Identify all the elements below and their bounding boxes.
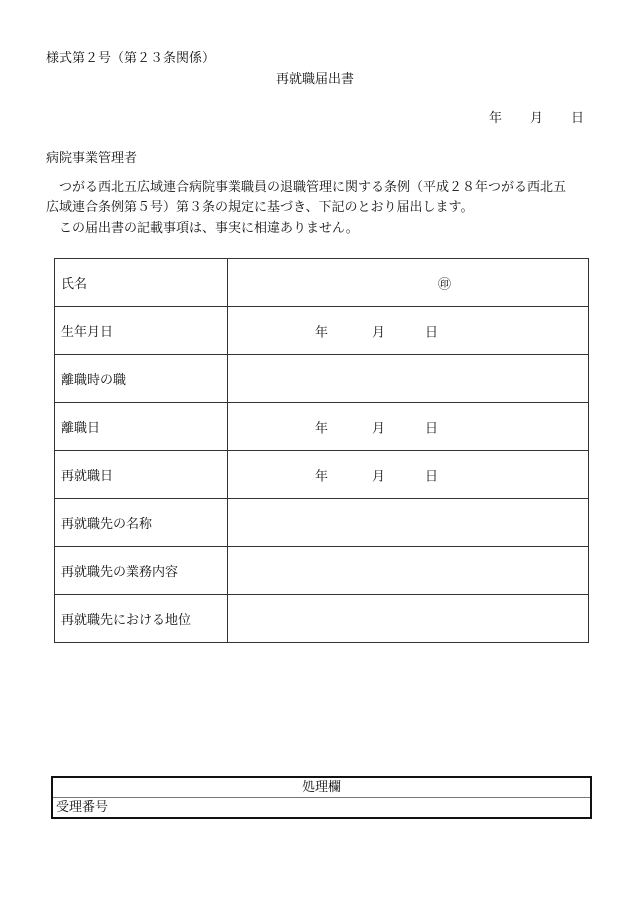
field-label-employer-name: 再就職先の名称 [55, 499, 228, 547]
field-label-position-at-retirement: 離職時の職 [55, 355, 228, 403]
reemployment-form-table [54, 258, 589, 643]
year-label: 年 [315, 325, 329, 340]
table-row-birthdate [55, 307, 589, 355]
field-label-new-position: 再就職先における地位 [55, 595, 228, 643]
table-row-reemployment-date [55, 451, 589, 499]
processing-section [51, 776, 592, 819]
date-day-label: 日 [571, 111, 585, 126]
day-label: 日 [425, 469, 439, 484]
date-month-label: 月 [530, 111, 544, 126]
submission-date [489, 107, 584, 126]
addressee: 病院事業管理者 [46, 151, 138, 166]
field-label-job-description: 再就職先の業務内容 [55, 547, 228, 595]
processing-header: 処理欄 [53, 778, 590, 798]
name-field[interactable] [228, 259, 589, 307]
field-label-birthdate: 生年月日 [55, 307, 228, 355]
seal-mark: ㊞ [438, 277, 452, 292]
month-label: 月 [372, 469, 386, 484]
accuracy-statement: この届出書の記載事項は、事実に相違ありません。 [46, 221, 359, 236]
field-label-retirement-date: 離職日 [55, 403, 228, 451]
receipt-number-label: 受理番号 [56, 800, 109, 815]
declaration-line-1: つがる西北五広域連合病院事業職員の退職管理に関する条例（平成２８年つがる西北五 [46, 180, 567, 195]
table-row-retirement-date [55, 403, 589, 451]
year-label: 年 [315, 421, 329, 436]
table-row-position-at-retirement [55, 355, 589, 403]
month-label: 月 [372, 325, 386, 340]
birthdate-field[interactable] [228, 307, 589, 355]
form-number: 様式第２号（第２３条関係） [46, 51, 216, 66]
declaration-line-2: 広域連合条例第５号）第３条の規定に基づき、下記のとおり届出します。 [46, 200, 474, 215]
declaration-paragraph [46, 178, 566, 218]
job-description-field[interactable] [228, 547, 589, 595]
table-row-name [55, 259, 589, 307]
position-at-retirement-field[interactable] [228, 355, 589, 403]
table-row-job-description [55, 547, 589, 595]
day-label: 日 [425, 421, 439, 436]
reemployment-date-field[interactable] [228, 451, 589, 499]
retirement-date-field[interactable] [228, 403, 589, 451]
month-label: 月 [372, 421, 386, 436]
employer-name-field[interactable] [228, 499, 589, 547]
table-row-employer-name [55, 499, 589, 547]
table-row-new-position [55, 595, 589, 643]
receipt-number-field[interactable] [53, 798, 590, 817]
day-label: 日 [425, 325, 439, 340]
document-title: 再就職届出書 [275, 72, 354, 87]
year-label: 年 [315, 469, 329, 484]
field-label-name: 氏名 [55, 259, 228, 307]
date-year-label: 年 [489, 111, 503, 126]
field-label-reemployment-date: 再就職日 [55, 451, 228, 499]
new-position-field[interactable] [228, 595, 589, 643]
